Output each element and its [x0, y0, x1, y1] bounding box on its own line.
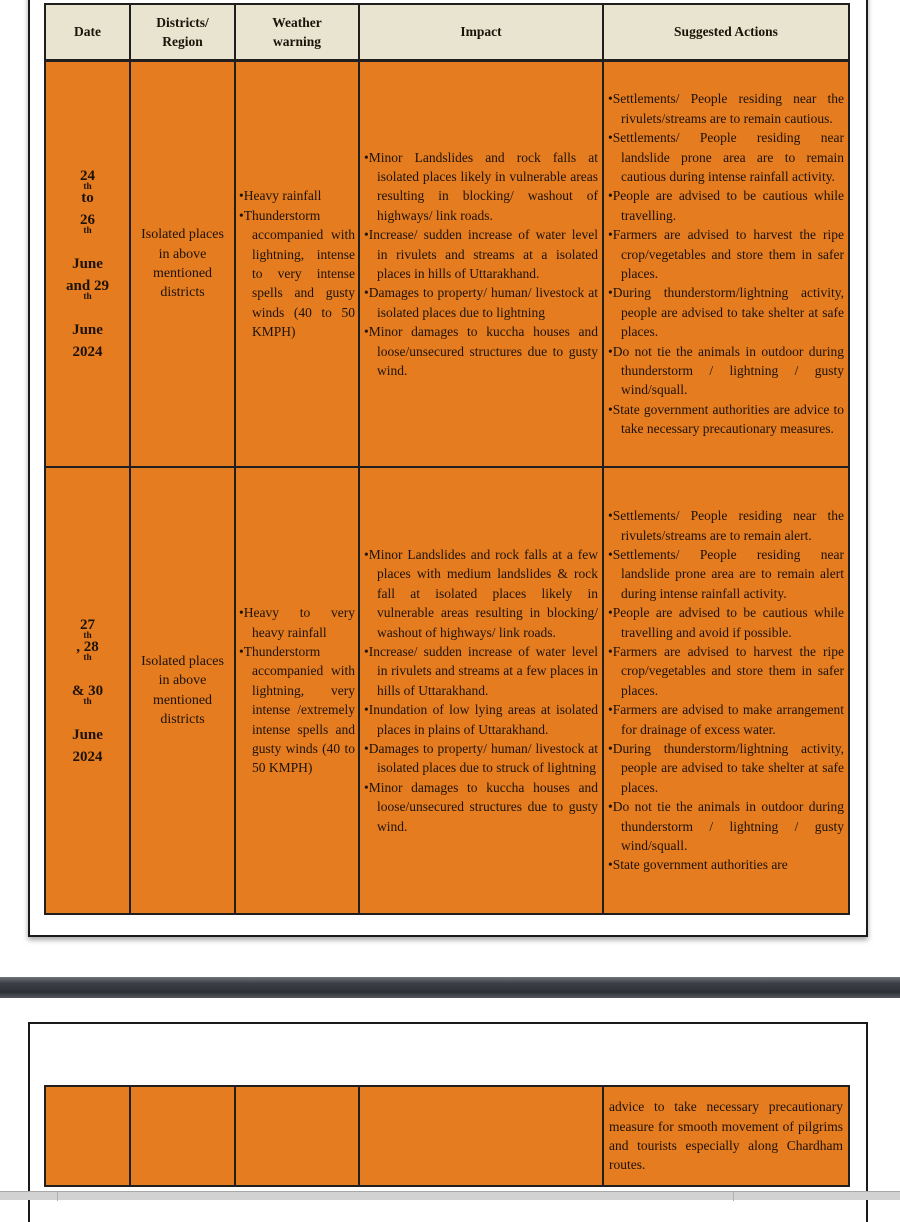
- bullet-item: • Minor damages to kuccha houses and loose/unsecured structures due to gusty wind.: [364, 778, 598, 836]
- bullet-item: • Farmers are advised to harvest the ripe crop/vegetables and store them in safer places.: [608, 225, 844, 283]
- bullet-item: • Inundation of low lying areas at isolated places in plains of Uttarakhand.: [364, 700, 598, 739]
- bullet-item: • Do not tie the animals in outdoor during thunderstorm / lightning / gusty wind/squall.: [608, 797, 844, 855]
- bullet-item: • Increase/ sudden increase of water level in rivulets and streams at a isolated places in hills of Uttarakhand.: [364, 225, 598, 283]
- bullet-item: • During thunderstorm/lightning activity, people are advised to take shelter at safe places.: [608, 739, 844, 797]
- bullet-item: • Settlements/ People residing near the rivulets/streams are to remain alert.: [608, 506, 844, 545]
- bullet-item: • Minor damages to kuccha houses and loose/unsecured structures due to gusty wind.: [364, 322, 598, 380]
- bullet-item: • Damages to property/ human/ livestock at isolated places due to struck of lightning: [364, 739, 598, 778]
- cell-impact: [360, 468, 604, 913]
- cell-suggested-actions-continuation: [604, 1087, 848, 1185]
- bullet-item: • State government authorities are advice to take necessary precautionary measures.: [608, 400, 844, 439]
- cell-districts-region: Isolated places in above mentioned districts: [131, 62, 236, 468]
- table-row-24-26-june: [46, 62, 848, 468]
- cell-impact: [360, 62, 604, 468]
- bullet-item: • Damages to property/ human/ livestock at isolated places due to lightning: [364, 283, 598, 322]
- header-cell-suggested-actions: Suggested Actions: [604, 5, 848, 62]
- continuation-text: advice to take necessary precautionary measure for smooth movement of pilgrims and tourists especially along Chardham routes.: [609, 1099, 843, 1173]
- weather-warning-table-continuation: [44, 1085, 850, 1187]
- cell-weather-warning-empty: [236, 1087, 360, 1185]
- page-gap: [0, 977, 900, 998]
- bullet-item: • Minor Landslides and rock falls at isolated places likely in vulnerable areas resulting in blocking/ washout of highways/ link roads.: [364, 148, 598, 226]
- bullet-item: • Do not tie the animals in outdoor during thunderstorm / lightning / gusty wind/squall.: [608, 342, 844, 400]
- horizontal-scrollbar[interactable]: [0, 1191, 900, 1200]
- cell-districts-region: Isolated places in above mentioned districts: [131, 468, 236, 913]
- bullet-item: • Settlements/ People residing near landslide prone area are to remain alert during intense rainfall activity.: [608, 545, 844, 603]
- header-cell-weather-warning: Weather warning: [236, 5, 360, 62]
- bullet-item: • Settlements/ People residing near landslide prone area are to remain cautious during intense rainfall activity.: [608, 128, 844, 186]
- bullet-item: • State government authorities are: [608, 855, 844, 874]
- bullet-item: • Farmers are advised to harvest the ripe crop/vegetables and store them in safer places.: [608, 642, 844, 700]
- header-cell-impact: Impact: [360, 5, 604, 62]
- cell-suggested-actions: [604, 62, 848, 468]
- bullet-item: • People are advised to be cautious while travelling and avoid if possible.: [608, 603, 844, 642]
- cell-date: 24 th to 26 th June and 29 th June 2024: [46, 62, 131, 468]
- weather-warning-table: [44, 3, 850, 915]
- cell-weather-warning: [236, 468, 360, 913]
- cell-districts-region-empty: [131, 1087, 236, 1185]
- cell-date-empty: [46, 1087, 131, 1185]
- cell-weather-warning: [236, 62, 360, 468]
- bullet-item: • Heavy to very heavy rainfall: [239, 603, 355, 642]
- bullet-item: • Minor Landslides and rock falls at a few places with medium landslides & rock fall at isolated places likely in vulnerable areas resulting in blocking/ washout of highways/ link roads.: [364, 545, 598, 642]
- header-cell-districts-region: Districts/ Region: [131, 5, 236, 62]
- bullet-item: • Thunderstorm accompanied with lightning, very intense /extremely intense spells and gusty winds (40 to 50 KMPH): [239, 642, 355, 778]
- bullet-item: • Heavy rainfall: [239, 186, 355, 205]
- bullet-item: • Thunderstorm accompanied with lightning, intense to very intense spells and gusty winds (40 to 50 KMPH): [239, 206, 355, 342]
- bullet-item: • Increase/ sudden increase of water level in rivulets and streams at a few places in hills of Uttarakhand.: [364, 642, 598, 700]
- table-header-row: [46, 5, 848, 62]
- bullet-item: • Settlements/ People residing near the rivulets/streams are to remain cautious.: [608, 89, 844, 128]
- bullet-item: • During thunderstorm/lightning activity, people are advised to take shelter at safe places.: [608, 283, 844, 341]
- cell-suggested-actions: [604, 468, 848, 913]
- cell-date: 27 th , 28 th & 30 th June 2024: [46, 468, 131, 913]
- table-row-continuation: [46, 1087, 848, 1185]
- header-cell-date: Date: [46, 5, 131, 62]
- bullet-item: • Farmers are advised to make arrangement for drainage of excess water.: [608, 700, 844, 739]
- bullet-item: • People are advised to be cautious while travelling.: [608, 186, 844, 225]
- table-row-27-30-june: [46, 468, 848, 913]
- cell-impact-empty: [360, 1087, 604, 1185]
